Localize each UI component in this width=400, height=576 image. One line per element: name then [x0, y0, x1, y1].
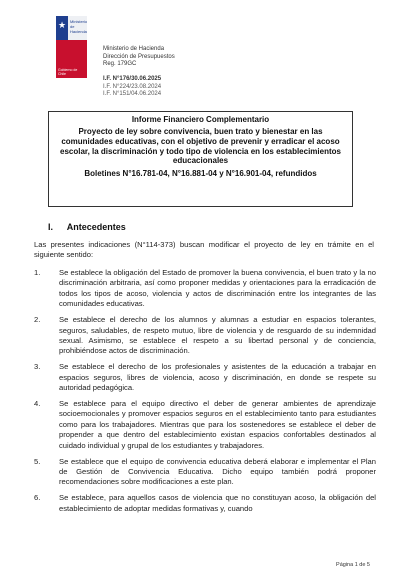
bill-subtitle: Proyecto de ley sobre convivencia, buen trato y bienestar en las comunidades educativas, con el objetivo de prevenir y erradicar el acoso escolar, la discriminación y todo tipo de violencia en los establecimientos educacionales [60, 127, 341, 166]
item-number: 1. [34, 268, 41, 277]
item-number: 3. [34, 362, 41, 372]
list-item [34, 493, 376, 514]
item-text: Se establece para el equipo directivo el deber de generar ambientes de aprendizaje socioemocionales y promover espacios seguros en el establecimiento tanto para estudiantes como para los trabajadores. Mientras que para los sostenedores se establece el deber de propender a que dentro del establecimiento existan espacios confortables destinados al cuidado individual y grupal de los estudiantes y trabajadores. [59, 398, 376, 450]
reference-line: I.F. N°176/30.06.2025 [103, 76, 162, 82]
numbered-list [34, 268, 376, 520]
item-number: 2. [34, 315, 41, 325]
header-line: Ministerio de Hacienda [103, 46, 165, 52]
report-title: Informe Financiero Complementario [131, 115, 270, 124]
logo-country-text: Gobierno de Chile [58, 68, 78, 76]
report-references [103, 76, 161, 99]
item-text: Se establece, para aquellos casos de violencia que no constituyan acoso, la obligación del establecimiento de adoptar medidas formativas y, cuando [59, 493, 376, 513]
header-line: Dirección de Presupuestos [103, 53, 175, 60]
section-heading [48, 222, 126, 232]
section-numeral: I. [48, 222, 54, 232]
list-item [34, 315, 376, 357]
page-number: Página 1 de 5 [336, 562, 370, 568]
item-number: 6. [34, 493, 41, 503]
reference-line: I.F. N°224/23.08.2024 [103, 83, 162, 90]
star-icon: ★ [58, 20, 67, 30]
header-line: Reg. 179GC [103, 61, 137, 67]
boletines-line: Boletines N°16.781-04, N°16.881-04 y N°16.901-04, refundidos [84, 169, 317, 179]
section-title: Antecedentes [66, 222, 126, 232]
item-text: Se establece la obligación del Estado de promover la buena convivencia, el buen trato y la no discriminación arbitraria, así como proponer medidas y orientaciones para la erradicación de todos los tipos de acoso, violencia y actos de discriminación entre los integrantes de las comunidades educativas. [59, 268, 376, 309]
item-number: 4. [34, 398, 41, 408]
list-item [34, 457, 376, 488]
logo-ministry-text: Ministerio de Hacienda [70, 19, 88, 34]
item-text: Se establece el derecho de los profesionales y asistentes de la educación a trabajar en espacios seguros, libres de violencia, acoso y discriminación, en donde se respete su autoridad pedagógica. [59, 362, 376, 393]
list-item [34, 399, 376, 451]
reference-line: I.F. N°151/04.06.2024 [103, 91, 162, 97]
intro-paragraph: Las presentes indicaciones (N°114-373) buscan modificar el proyecto de ley en trámite en el siguiente sentido: [34, 240, 374, 260]
item-text: Se establece que el equipo de convivencia educativa deberá elaborar e implementar el Plan de Gestión de Convivencia Educativa. Dicho equipo también podrá proponer recomendaciones sobre modificaciones a este plan. [59, 456, 376, 487]
government-logo [56, 16, 87, 78]
title-box [48, 111, 353, 207]
item-text: Se establece el derecho de los alumnos y alumnas a estudiar en espacios tolerantes, seguros, saludables, de respeto mutuo, libre de violencia y de resguardo de su indemnidad sexual. Asimismo, se establece el respeto a su libertad personal y de conciencia, prohibiéndose actos de discriminación. [59, 315, 376, 356]
flag-top [56, 16, 87, 40]
list-item [34, 268, 376, 310]
list-item [34, 362, 376, 393]
header-block [103, 46, 175, 69]
item-number: 5. [34, 456, 41, 466]
